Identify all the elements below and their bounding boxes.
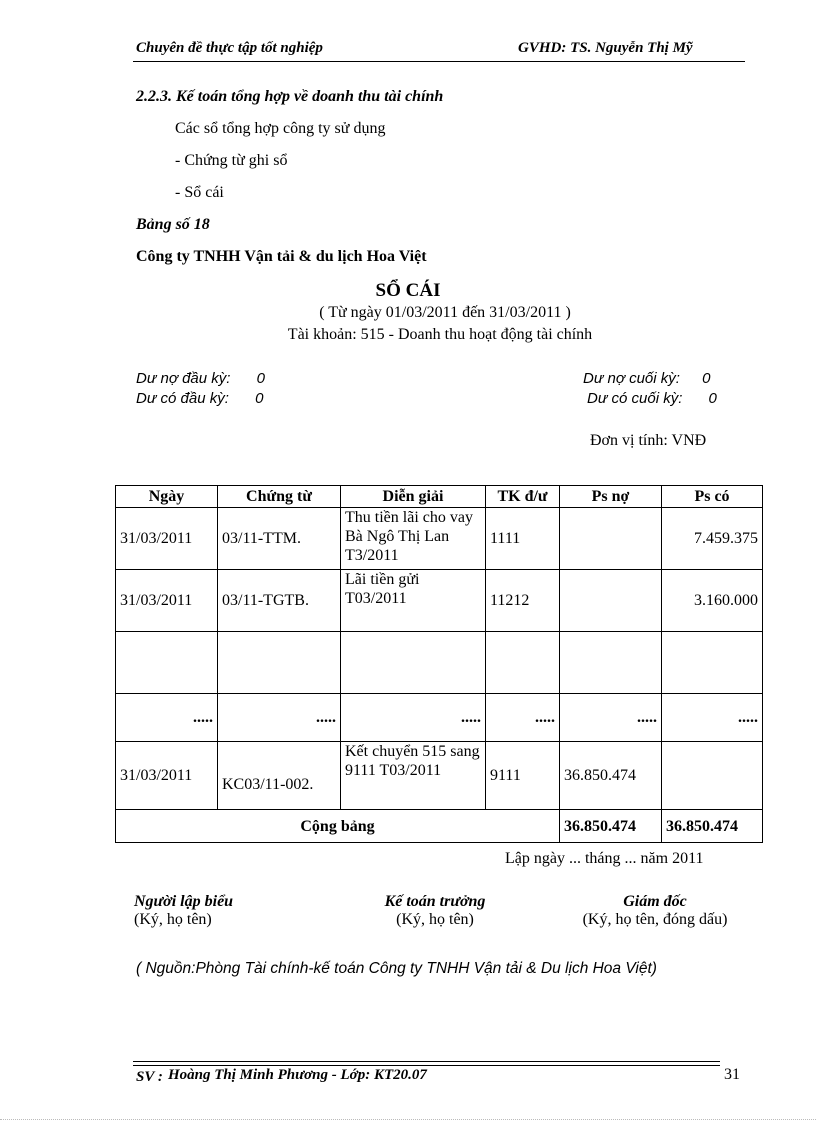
signature-chief-accountant [350, 893, 520, 929]
cell-voucher: 03/11-TGTB. [218, 570, 341, 632]
cell-voucher: ..... [218, 694, 341, 742]
table-row [116, 742, 763, 810]
ledger-title: SỔ CÁI [375, 280, 441, 301]
col-contra-account: TK đ/ư [486, 486, 560, 508]
closing-credit-value: 0 [708, 390, 717, 407]
opening-debit-label: Dư nợ đầu kỳ: [136, 370, 231, 387]
table-row [116, 570, 763, 632]
opening-debit [136, 370, 265, 387]
cell-voucher [218, 632, 341, 694]
cell-account: 11212 [486, 570, 560, 632]
table-row [116, 508, 763, 570]
closing-credit [587, 390, 717, 407]
cell-description: Kết chuyển 515 sang 9111 T03/2011 [341, 742, 486, 810]
signature-director [560, 893, 750, 929]
source-note: ( Nguồn:Phòng Tài chính-kế toán Công ty TNHH Vận tải & Du lịch Hoa Việt) [136, 960, 657, 977]
header-left: Chuyên đề thực tập tốt nghiệp [136, 40, 323, 56]
unit-label: Đơn vị tính: VNĐ [590, 432, 707, 449]
table-row-ellipsis [116, 694, 763, 742]
cell-account [486, 632, 560, 694]
cell-debit: 36.850.474 [560, 742, 662, 810]
table-total-row [116, 810, 763, 843]
signature-role: Người lập biểu [134, 893, 234, 910]
page-number: 31 [724, 1066, 740, 1083]
opening-credit-label: Dư có đầu kỳ: [136, 390, 229, 407]
cell-debit [560, 570, 662, 632]
col-debit: Ps nợ [560, 486, 662, 508]
total-debit: 36.850.474 [560, 810, 662, 843]
cell-date: 31/03/2011 [116, 742, 218, 810]
ledger-table [115, 485, 763, 843]
closing-debit-value: 0 [702, 370, 711, 387]
cell-description [341, 632, 486, 694]
closing-credit-label: Dư có cuối kỳ: [587, 390, 683, 407]
cell-account: 1111 [486, 508, 560, 570]
cell-debit [560, 508, 662, 570]
cell-credit: ..... [662, 694, 763, 742]
footer-student: Hoàng Thị Minh Phương - Lớp: KT20.07 [168, 1067, 427, 1083]
signature-note: (Ký, họ tên) [134, 911, 212, 928]
cell-credit: 3.160.000 [662, 570, 763, 632]
company-name: Công ty TNHH Vận tải & du lịch Hoa Việt [136, 248, 427, 265]
cell-account: ..... [486, 694, 560, 742]
bullet-ledger: - Sổ cái [175, 184, 224, 201]
table-row [116, 632, 763, 694]
signature-role: Kế toán trưởng [384, 893, 486, 910]
cell-description: ..... [341, 694, 486, 742]
cell-date: 31/03/2011 [116, 508, 218, 570]
signature-role: Giám đốc [623, 893, 687, 910]
col-voucher: Chứng từ [218, 486, 341, 508]
closing-debit [583, 370, 710, 387]
col-date: Ngày [116, 486, 218, 508]
cell-date: 31/03/2011 [116, 570, 218, 632]
footer-sv: SV : [136, 1069, 163, 1085]
signature-preparer [134, 893, 233, 929]
signature-note: (Ký, họ tên) [396, 911, 474, 928]
cell-voucher: KC03/11-002. [218, 742, 341, 810]
cell-account: 9111 [486, 742, 560, 810]
table-number: Bảng số 18 [136, 216, 210, 233]
bullet-voucher: - Chứng từ ghi sổ [175, 152, 288, 169]
table-header-row [116, 486, 763, 508]
ledger-account: Tài khoản: 515 - Doanh thu hoạt động tài chính [287, 326, 593, 343]
cell-credit [662, 742, 763, 810]
cell-debit: ..... [560, 694, 662, 742]
cell-credit [662, 632, 763, 694]
header-right: GVHD: TS. Nguyễn Thị Mỹ [518, 40, 693, 56]
opening-credit-value: 0 [255, 390, 264, 407]
opening-debit-value: 0 [256, 370, 265, 387]
cell-voucher: 03/11-TTM. [218, 508, 341, 570]
cell-date: ..... [116, 694, 218, 742]
date-line: Lập ngày ... tháng ... năm 2011 [505, 850, 704, 867]
footer-rule [133, 1061, 720, 1062]
total-credit: 36.850.474 [662, 810, 763, 843]
section-intro: Các sổ tổng hợp công ty sử dụng [175, 120, 386, 137]
cell-debit [560, 632, 662, 694]
cell-date [116, 632, 218, 694]
footer-rule-double [133, 1065, 720, 1066]
opening-credit [136, 390, 263, 407]
header-rule [133, 61, 745, 62]
page-edge [0, 1119, 816, 1120]
ledger-period: ( Từ ngày 01/03/2011 đến 31/03/2011 ) [319, 304, 571, 321]
total-label: Cộng bảng [116, 810, 560, 843]
col-description: Diễn giải [341, 486, 486, 508]
section-title: 2.2.3. Kế toán tổng hợp về doanh thu tài chính [136, 88, 444, 105]
cell-credit: 7.459.375 [662, 508, 763, 570]
closing-debit-label: Dư nợ cuối kỳ: [583, 370, 680, 387]
cell-description: Lãi tiền gửi T03/2011 [341, 570, 486, 632]
cell-description: Thu tiền lãi cho vay Bà Ngô Thị Lan T3/2011 [341, 508, 486, 570]
signature-note: (Ký, họ tên, đóng dấu) [582, 911, 728, 928]
col-credit: Ps có [662, 486, 763, 508]
